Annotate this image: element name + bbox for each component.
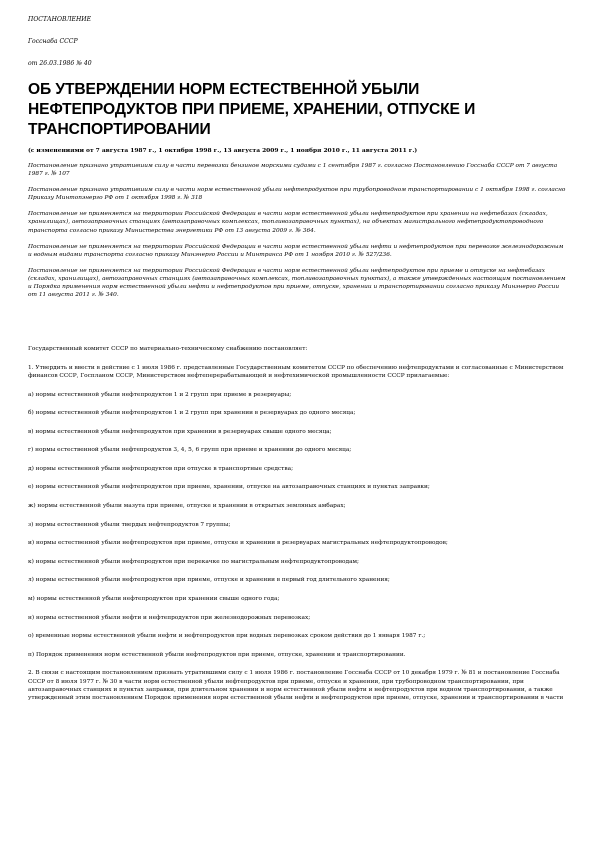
point-1-paragraph: 1. Утвердить и ввести в действие с 1 июля 1986 г. представленные Государственным комитетом СССР по обеспечению нефтепродуктами и согласованные с Министерством финансов СССР, Госпланом СССР, Министерством нефтеперерабатывающей и нефтехимической промышленности СССР прилагаемые:: [28, 364, 564, 379]
list-item: н) нормы естественной убыли нефти и нефтепродуктов при железнодорожных перевозках;: [28, 614, 311, 621]
intro-paragraph: Государственный комитет СССР по материально-техническому снабжению постановляет:: [28, 346, 308, 353]
document-page: [28, 14, 568, 712]
status-note: Постановление признано утратившим силу в части перевозки бензинов морскими судами с 1 сентября 1987 г. согласно Постановлению Госснаба СССР от 7 августа 1987 г. № 107: [28, 163, 558, 178]
list-item: з) нормы естественной убыли твердых нефтепродуктов 7 группы;: [28, 521, 231, 528]
list-item: ж) нормы естественной убыли мазута при приеме, отпуске и хранении в открытых земляных амбарах;: [28, 503, 346, 510]
date-number: от 26.03.1986 № 40: [28, 60, 92, 67]
list-item: м) нормы естественной убыли нефтепродуктов при хранении свыше одного года;: [28, 596, 280, 603]
spacer: [28, 307, 568, 345]
list-item: к) нормы естественной убыли нефтепродуктов при перекачке по магистральным нефтепродуктопроводам;: [28, 558, 359, 565]
document-type: ПОСТАНОВЛЕНИЕ: [28, 16, 92, 23]
issuer: Госснаба СССР: [28, 38, 78, 45]
list-item: е) нормы естественной убыли нефтепродуктов при приеме, хранении, отпуске на автозаправочных станциях и пунктах заправки;: [28, 484, 430, 491]
status-note: Постановление не применяется на территории Российской Федерации в части норм естественной убыли нефтепродуктов при хранении на нефтебазах (складах, хранилищах), автозаправочных станциях (автозаправочных комплексах, топливозаправочных пунктах), на объектах магистрального нефтепродуктопроводного транспорта согласно приказу Министерства энергетики РФ от 13 августа 2009 г. № 364.: [28, 211, 548, 234]
document-title: ОБ УТВЕРЖДЕНИИ НОРМ ЕСТЕСТВЕННОЙ УБЫЛИ НЕФТЕПРОДУКТОВ ПРИ ПРИЕМЕ, ХРАНЕНИИ, ОТПУСКЕ И ТРАНСПОРТИРОВАНИИ: [28, 81, 476, 138]
point-2-paragraph: 2. В связи с настоящим постановлением признать утратившими силу с 1 июля 1986 г. постановление Госснаба СССР от 10 декабря 1979 г. № 81 и постановление Госснаба СССР от 8 июля 1977 г. № 30 в части норм естественной убыли нефтепродуктов при приеме, отпуске и хранении, при трубопроводном транспортировании, при автозаправочных станциях и пунктах заправки, при длительном хранении и норм естественной убыли нефти и нефтепродуктов при водном транспортировании, а также утвержденный этим постановлением Порядок применения норм естественной убыли нефти и нефтепродуктов при приеме, отпуске, хранении и транспортировании в части: [28, 670, 564, 701]
list-item: д) нормы естественной убыли нефтепродуктов при отпуске в транспортные средства;: [28, 465, 294, 472]
list-item: о) временные нормы естественной убыли нефти и нефтепродуктов при водных перевозках сроком действия до 1 января 1987 г.;: [28, 633, 426, 640]
list-item: в) нормы естественной убыли нефтепродуктов при хранении в резервуарах свыше одного месяца;: [28, 428, 332, 435]
status-note: Постановление признано утратившим силу в части норм естественной убыли нефтепродуктов при трубопроводном транспортировании с 1 октября 1998 г. согласно Приказу Минтопэнерго РФ от 1 октября 1998 г. № 318: [28, 187, 566, 202]
list-item: и) нормы естественной убыли нефтепродуктов при приеме, отпуске и хранении в резервуарах магистральных нефтепродуктопроводов;: [28, 540, 448, 547]
status-note: Постановление не применяется на территории Российской Федерации в части норм естественной убыли нефти и нефтепродуктов при перевозке железнодорожным и водным видами транспорта согласно приказу Минэнерго России и Минтранса РФ от 1 ноября 2010 г. № 527/236.: [28, 243, 564, 258]
list-item: л) нормы естественной убыли нефтепродуктов при приеме, отпуске и хранении в первый год длительного хранения;: [28, 577, 390, 584]
list-item: б) нормы естественной убыли нефтепродуктов 1 и 2 групп при хранении в резервуарах до одного месяца;: [28, 410, 356, 417]
list-item: п) Порядок применения норм естественной убыли нефтепродуктов при приеме, отпуске, хранении и транспортировании.: [28, 651, 406, 658]
amendments-line: (с изменениями от 7 августа 1987 г., 1 октября 1998 г., 13 августа 2009 г., 1 ноября 2010 г., 11 августа 2011 г.): [28, 147, 418, 154]
status-note: Постановление не применяется на территории Российской Федерации в части норм естественной убыли нефтепродуктов при приеме и отпуске на нефтебазах (складах, хранилищах), автозаправочных станциях (автозаправочных комплексах, топливозаправочных пунктах), а также утвержденных настоящим постановлением и Порядка применения норм естественной убыли нефти и нефтепродуктов при приеме, отпуске, хранении и транспортировании согласно приказу Минэнерго России от 11 августа 2011 г. № 340.: [28, 267, 566, 299]
list-item: г) нормы естественной убыли нефтепродуктов 3, 4, 5, 6 групп при приеме и хранении до одного месяца;: [28, 447, 352, 454]
list-item: а) нормы естественной убыли нефтепродуктов 1 и 2 групп при приеме в резервуары;: [28, 391, 292, 398]
